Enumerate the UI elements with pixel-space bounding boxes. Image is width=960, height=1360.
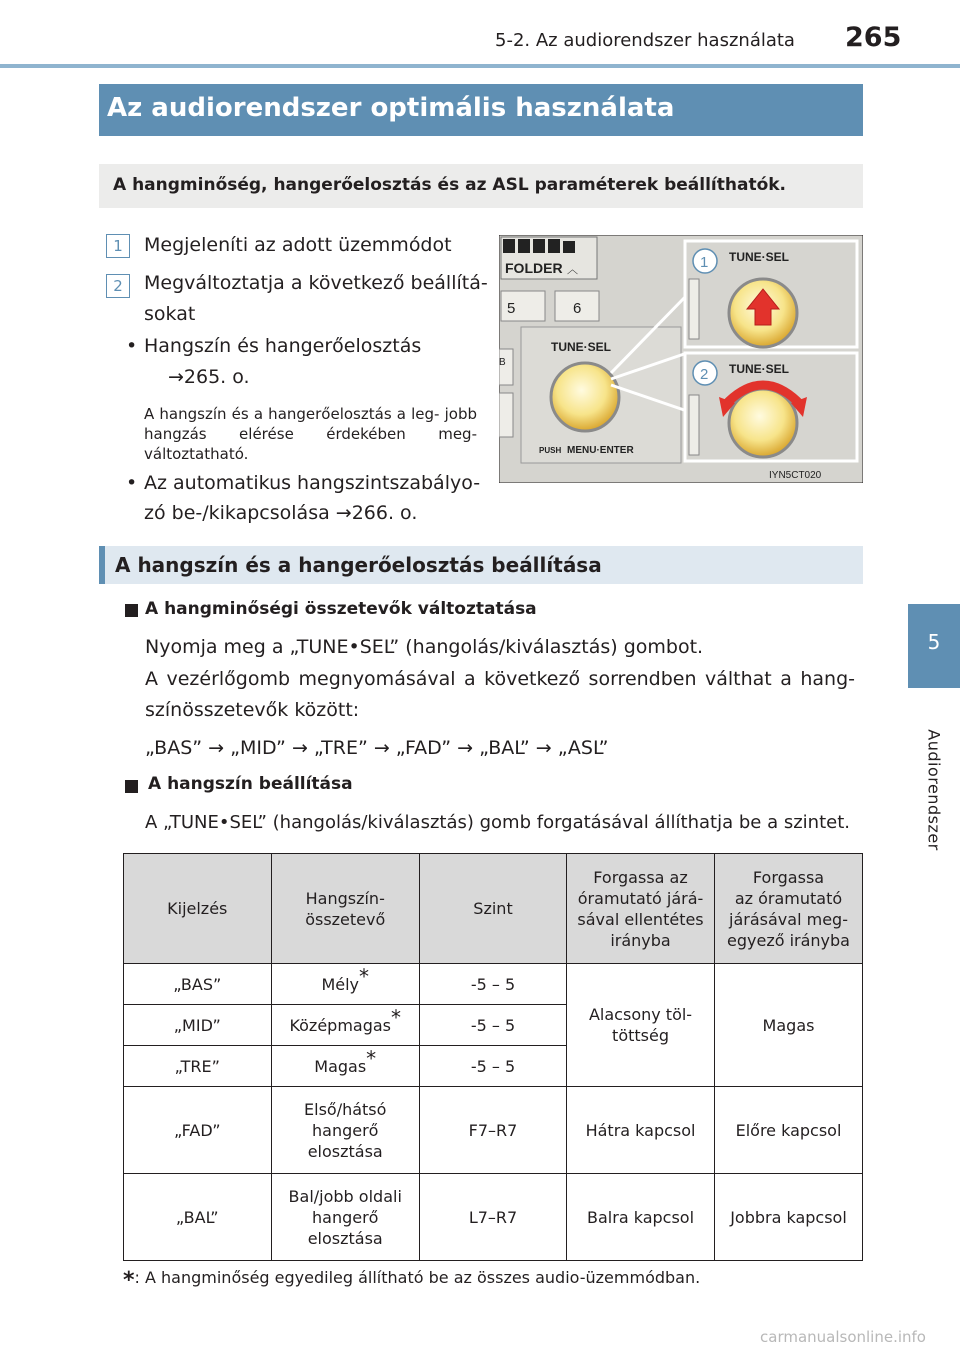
table-row	[124, 964, 863, 1005]
inset-2-label: TUNE·SEL	[729, 362, 789, 376]
cell-display: „BAS”	[124, 964, 272, 1005]
watermark: carmanualsonline.info	[760, 1328, 926, 1346]
up-arrow-icon: ︿	[567, 263, 578, 276]
preset-6: 6	[573, 300, 582, 317]
cell-level: F7–R7	[419, 1087, 566, 1174]
paragraph-2-line2: színösszetevők között:	[145, 699, 360, 721]
cell-component: Középmagas*	[271, 1005, 419, 1046]
item-2-text-line1: Megváltoztatja a következő beállítá-	[144, 272, 488, 294]
section-heading-bar	[99, 546, 863, 584]
table-row	[124, 1087, 863, 1174]
th-display: Kijelzés	[124, 854, 272, 964]
square-bullet-icon	[125, 604, 138, 617]
callout-badge-1: 1	[106, 234, 130, 258]
header-rule	[0, 64, 960, 68]
bullet-2-line1: Az automatikus hangszintszabályo-	[144, 472, 481, 494]
display-folder-text: FOLDER	[505, 260, 563, 276]
cell-ccw: Balra kapcsol	[567, 1174, 715, 1261]
page-number: 265	[845, 22, 902, 53]
item-2-text-line2: sokat	[144, 303, 196, 325]
cell-cw-merged: Magas	[715, 964, 863, 1087]
section-accent	[99, 546, 105, 584]
cell-component: Magas*	[271, 1046, 419, 1087]
inset-callout-2: 2	[700, 366, 709, 383]
th-cw: Forgassa az óramutató járásával meg- egyező irányba	[715, 854, 863, 964]
subheading-2: A hangszín beállítása	[148, 774, 353, 794]
bullet-1-note: A hangszín és a hangerőelosztás a leg- jobb hangzás elérése érdekében meg- változtatható.	[144, 405, 477, 463]
paragraph-1: Nyomja meg a „TUNE•SEL” (hangolás/kiválasztás) gombot.	[145, 636, 704, 658]
page-title: Az audiorendszer optimális használata	[107, 93, 675, 123]
side-button-letter: B	[499, 357, 506, 368]
paragraph-3: A „TUNE•SEL” (hangolás/kiválasztás) gomb forgatásával állíthatja be a szintet.	[145, 812, 850, 833]
cell-ccw-merged: Alacsony töl- töttség	[567, 964, 715, 1087]
bullet-dot: •	[126, 335, 138, 357]
cell-ccw: Hátra kapcsol	[567, 1087, 715, 1174]
chapter-number: 5	[927, 630, 941, 654]
figure-code: IYN5CT020	[769, 470, 822, 481]
inset-callout-1: 1	[700, 254, 709, 271]
footnote-mark: *	[123, 1268, 135, 1293]
bullet-dot: •	[126, 472, 138, 494]
th-component: Hangszín- összetevő	[271, 854, 419, 964]
cell-level: -5 – 5	[419, 1046, 566, 1087]
cell-level: -5 – 5	[419, 1005, 566, 1046]
menu-enter-label: MENU·ENTER	[567, 445, 634, 456]
th-level: Szint	[419, 854, 566, 964]
inset-1-label: TUNE·SEL	[729, 250, 789, 264]
cell-cw: Előre kapcsol	[715, 1087, 863, 1174]
paragraph-2-line1: A vezérlőgomb megnyomásával a következő sorrendben válthat a hang-	[145, 668, 855, 690]
page-title-bar	[99, 84, 863, 136]
square-bullet-icon	[125, 780, 138, 793]
cell-component: Első/hátsó hangerő elosztása	[271, 1087, 419, 1174]
cell-display: „TRE”	[124, 1046, 272, 1087]
cell-level: -5 – 5	[419, 964, 566, 1005]
preset-5: 5	[507, 300, 516, 317]
tone-balance-table	[123, 853, 863, 1261]
cell-display: „MID”	[124, 1005, 272, 1046]
cell-level: L7–R7	[419, 1174, 566, 1261]
component-sequence: „BAS” → „MID” → „TRE” → „FAD” → „BAL” → „ASL”	[145, 737, 609, 759]
table-header-row	[124, 854, 863, 964]
cell-display: „BAL”	[124, 1174, 272, 1261]
chapter-tab	[908, 604, 960, 688]
chapter-label: Audiorendszer	[924, 729, 944, 851]
cell-component: Bal/jobb oldali hangerő elosztása	[271, 1174, 419, 1261]
footnote-text: : A hangminőség egyedileg állítható be az összes audio-üzemmódban.	[134, 1268, 701, 1287]
cell-component: Mély*	[271, 964, 419, 1005]
table-row	[124, 1174, 863, 1261]
knob-label: TUNE·SEL	[551, 340, 611, 354]
bullet-1-line2: →265. o.	[168, 366, 250, 388]
push-label: PUSH	[539, 446, 562, 455]
intro-bar	[99, 164, 863, 208]
bullet-1-line1: Hangszín és hangerőelosztás	[144, 335, 422, 357]
bullet-2-line2: zó be-/kikapcsolása →266. o.	[144, 502, 418, 524]
intro-text: A hangminőség, hangerőelosztás és az ASL paraméterek beállíthatók.	[113, 175, 787, 195]
item-1-text: Megjeleníti az adott üzemmódot	[144, 234, 452, 256]
section-heading: A hangszín és a hangerőelosztás beállítása	[115, 553, 602, 577]
subheading-1: A hangminőségi összetevők változtatása	[145, 599, 537, 619]
audio-control-illustration	[499, 235, 863, 483]
cell-cw: Jobbra kapcsol	[715, 1174, 863, 1261]
callout-badge-2: 2	[106, 274, 130, 298]
running-header: 5-2. Az audiorendszer használata	[495, 30, 795, 51]
cell-display: „FAD”	[124, 1087, 272, 1174]
footnote	[123, 1268, 700, 1293]
th-ccw: Forgassa az óramutató járá- sával ellentétes irányba	[567, 854, 715, 964]
